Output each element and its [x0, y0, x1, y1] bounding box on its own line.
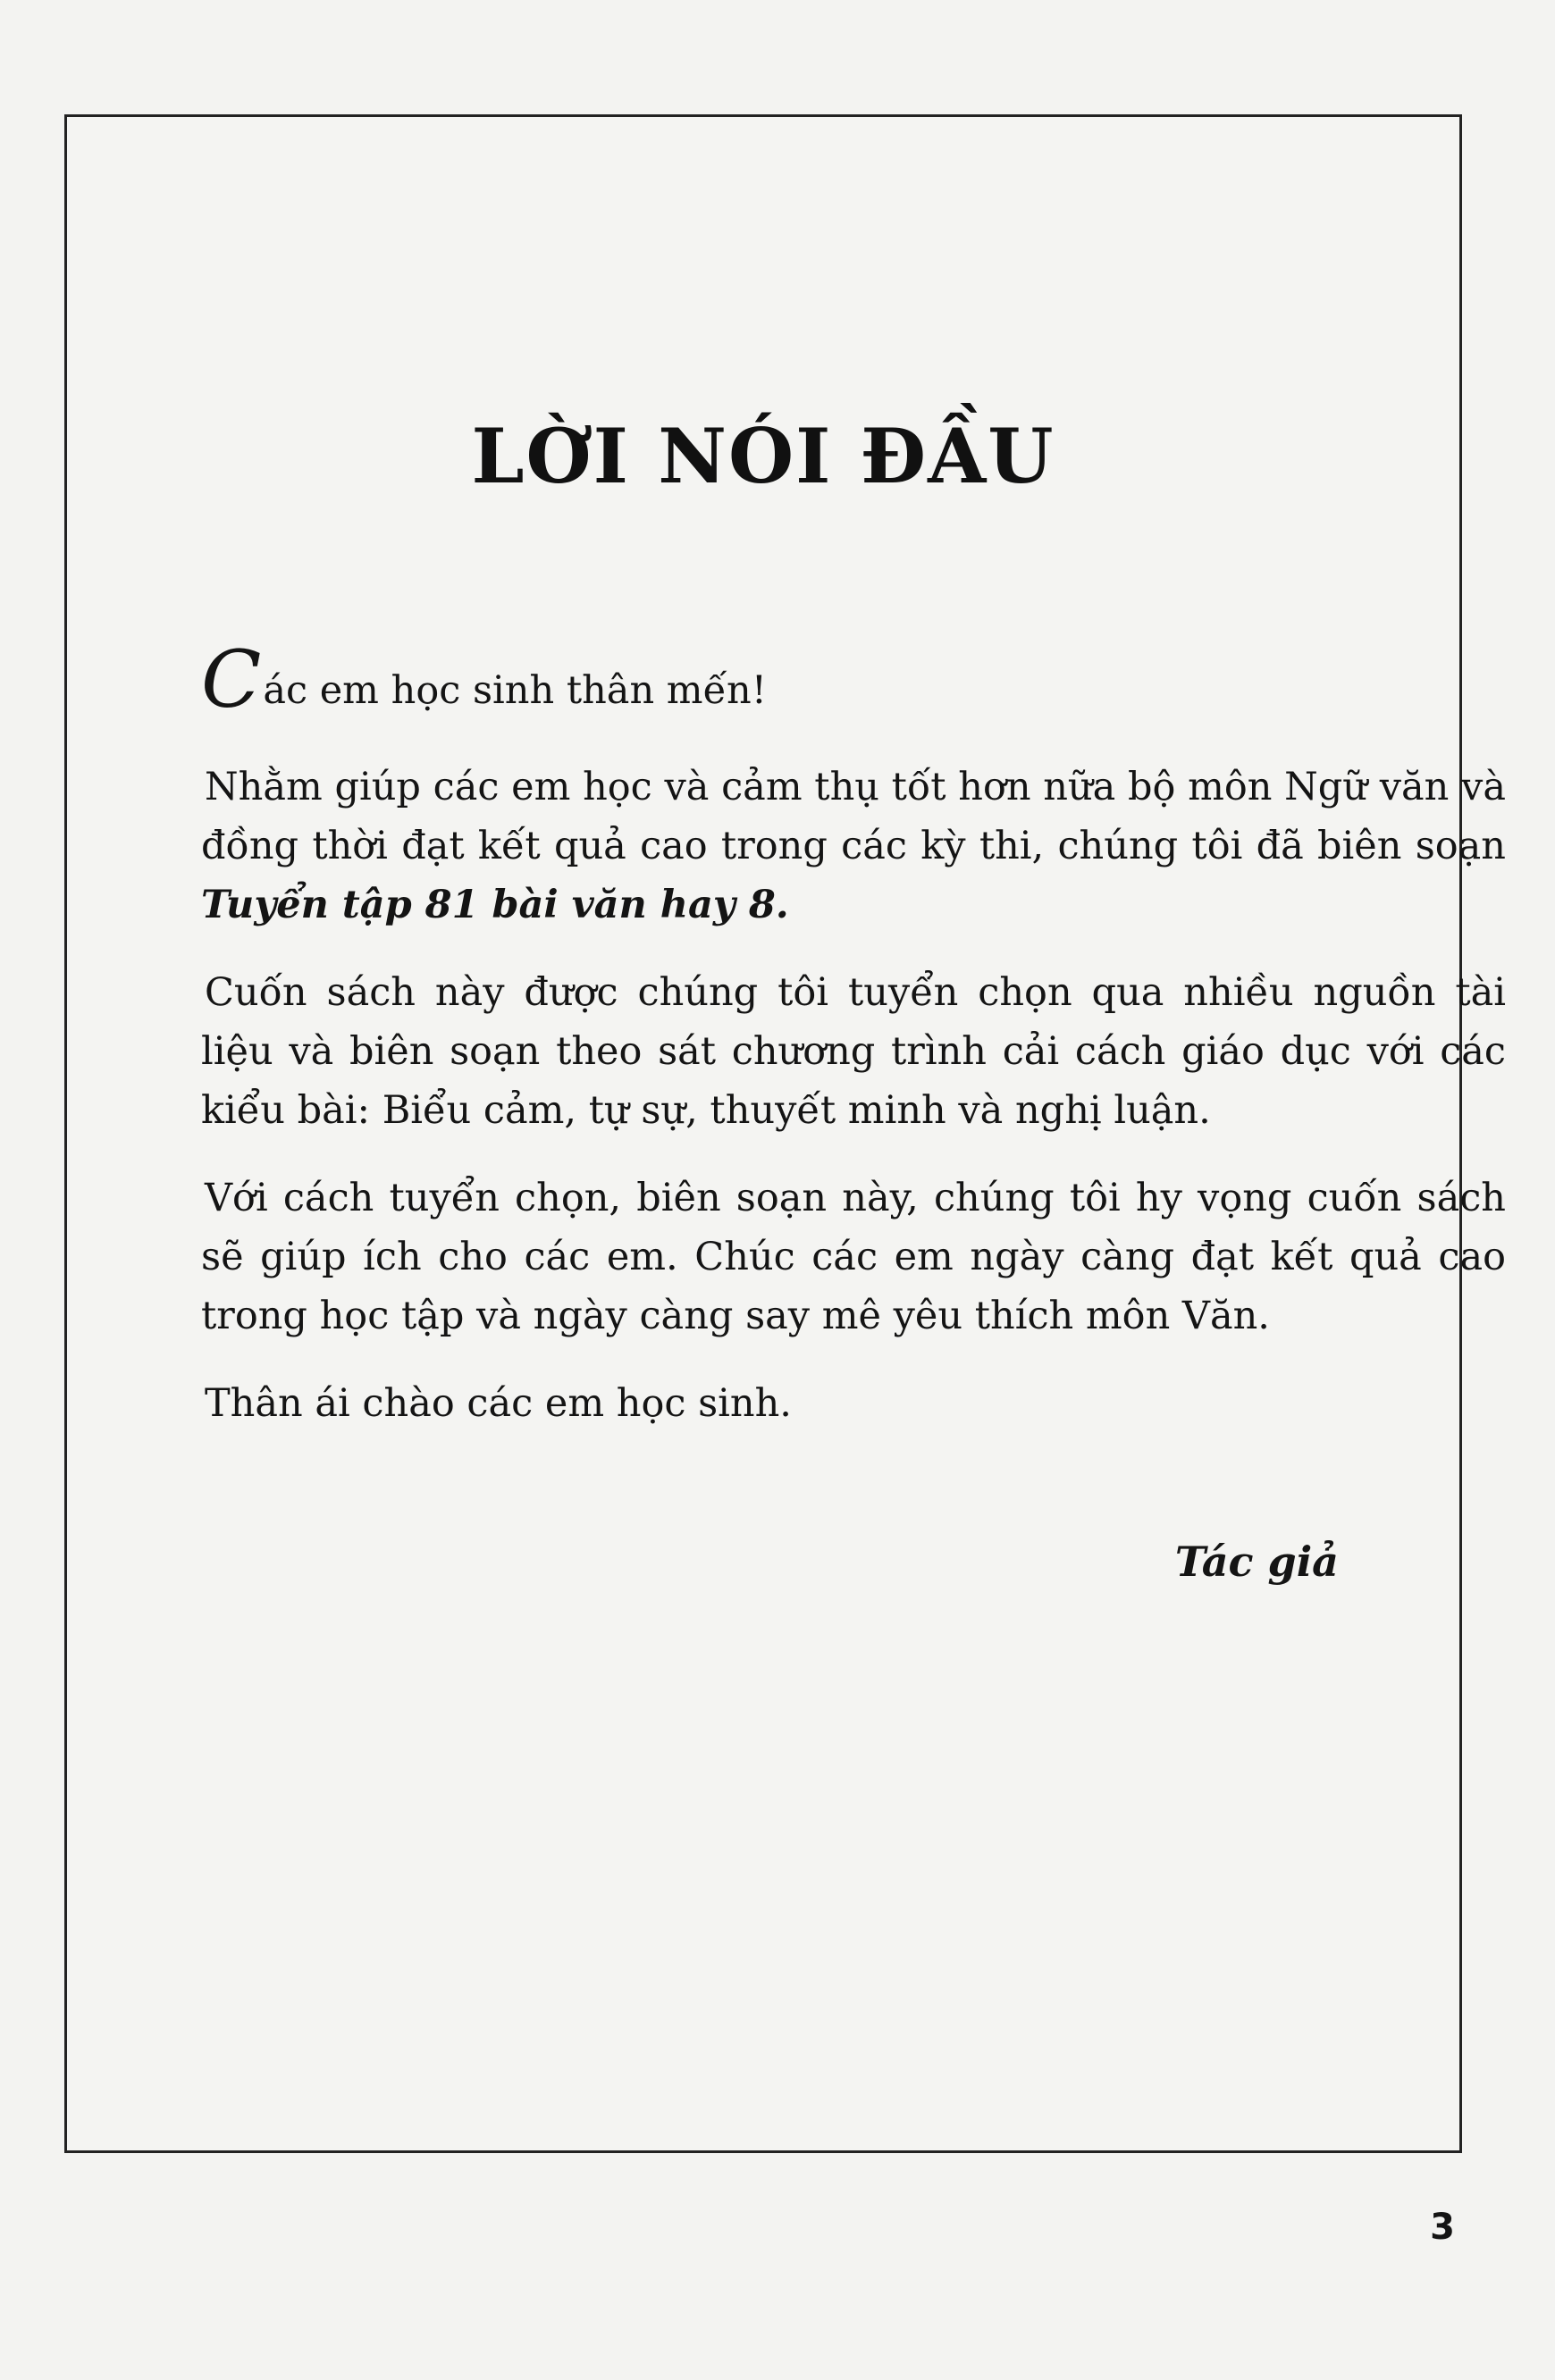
closing-line: Thân ái chào các em học sinh.	[205, 1381, 792, 1426]
greeting-text: ác em học sinh thân mến!	[263, 668, 768, 713]
author-signature: Tác giả	[1174, 1538, 1339, 1586]
page-title: LỜI NÓI ĐẦU	[471, 412, 1055, 500]
paragraph-1	[201, 758, 1506, 934]
paragraph-3: Với cách tuyển chọn, biên soạn này, chúng tôi hy vọng cuốn sách sẽ giúp ích cho các em. Chúc các em ngày càng đạt kết quả cao trong học tập và ngày càng say mê yêu thích môn Văn.	[201, 1176, 1506, 1338]
page-number: 3	[1430, 2207, 1455, 2248]
preface-body	[201, 633, 1506, 1462]
page-frame	[64, 114, 1506, 2153]
paragraph-1-text: Nhằm giúp các em học và cảm thụ tốt hơn nữa bộ môn Ngữ văn và đồng thời đạt kết quả cao trong các kỳ thi, chúng tôi đã biên soạn	[201, 765, 1506, 868]
book-title: Tuyển tập 81 bài văn hay 8.	[201, 883, 789, 927]
greeting-dropcap: C	[201, 633, 262, 725]
paragraph-2: Cuốn sách này được chúng tôi tuyển chọn qua nhiều nguồn tài liệu và biên soạn theo sát chương trình cải cách giáo dục với các kiểu bài: Biểu cảm, tự sự, thuyết minh và nghị luận.	[201, 970, 1506, 1133]
greeting	[201, 633, 1506, 725]
